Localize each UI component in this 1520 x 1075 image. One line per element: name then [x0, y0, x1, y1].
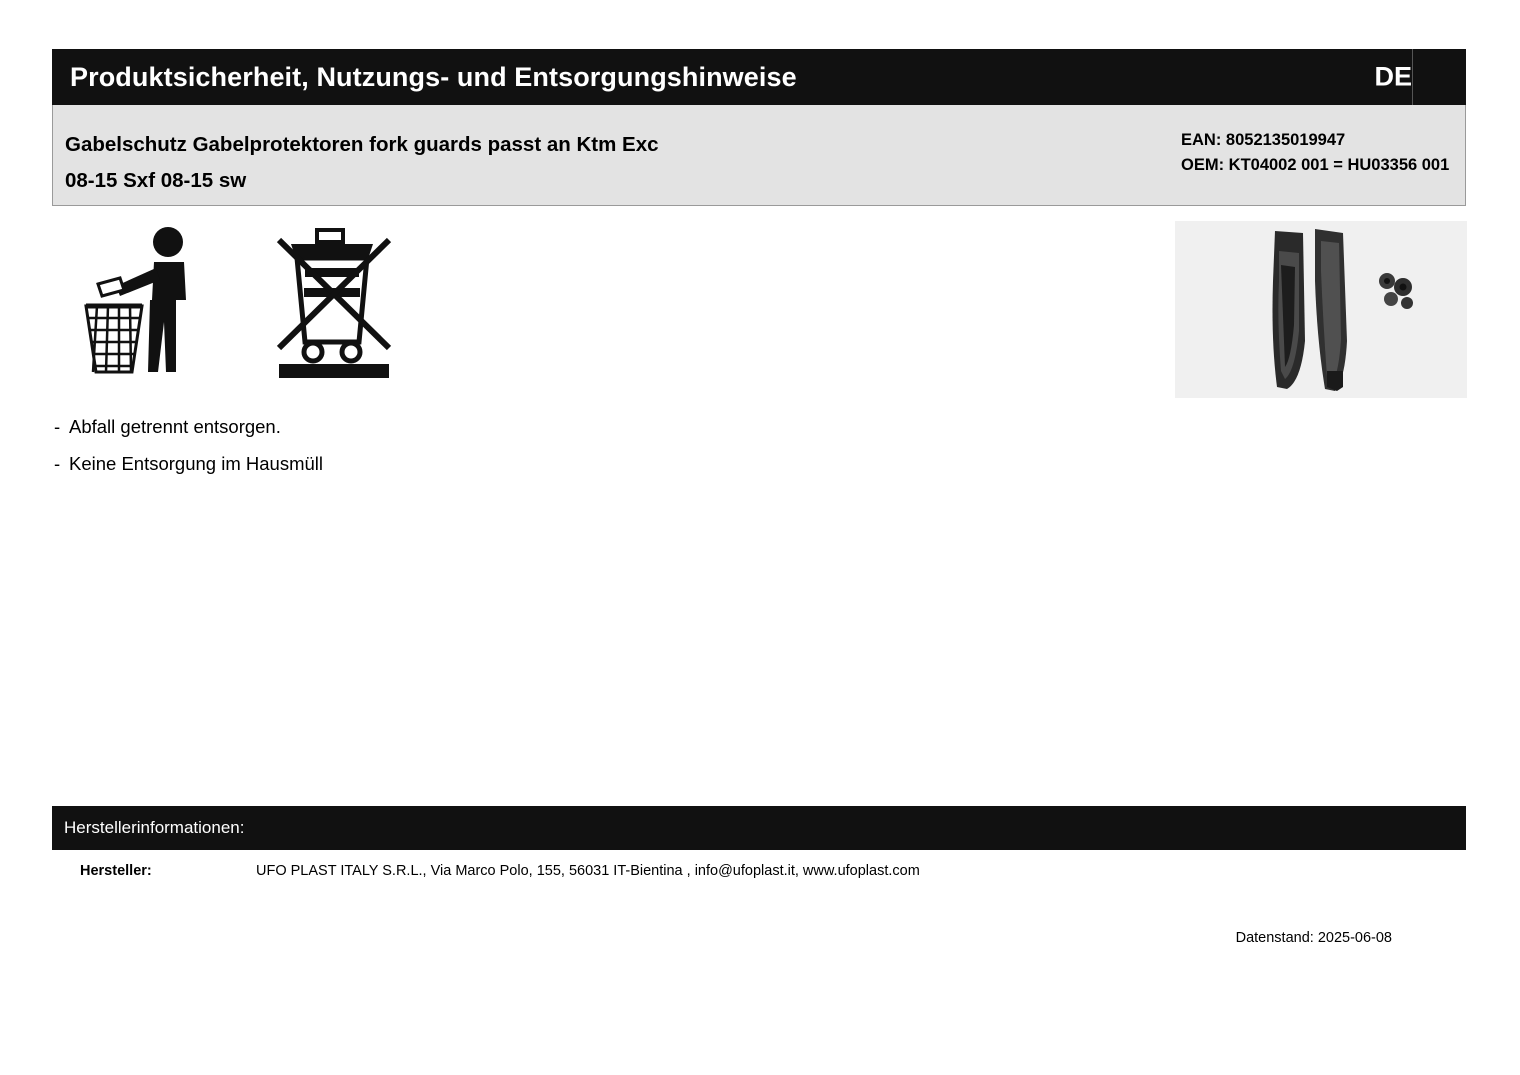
manufacturer-value: UFO PLAST ITALY S.R.L., Via Marco Polo, 155, 56031 IT-Bientina , info@ufoplast.it, www.ufoplast.com — [256, 863, 920, 879]
pictogram-row — [80, 222, 680, 402]
manufacturer-band — [52, 806, 1466, 850]
product-info-band — [52, 105, 1466, 206]
datestamp: Datenstand: 2025-06-08 — [1235, 930, 1392, 946]
page-title: Produktsicherheit, Nutzungs- und Entsorgungshinweise — [70, 61, 797, 92]
ean-code: EAN: 8052135019947 — [1181, 131, 1346, 149]
bullet-dash: - — [54, 453, 61, 474]
list-item — [54, 445, 854, 482]
oem-code: OEM: KT04002 001 = HU03356 001 — [1181, 156, 1450, 174]
product-name — [65, 127, 1065, 199]
litter-bin-icon — [80, 222, 220, 382]
product-photo — [1175, 221, 1467, 398]
list-item — [54, 408, 854, 445]
manufacturer-key: Hersteller: — [80, 863, 152, 879]
disposal-notes — [54, 408, 854, 482]
bullet-dash: - — [54, 416, 61, 437]
note-text: Abfall getrennt entsorgen. — [69, 416, 281, 437]
manufacturer-band-label: Herstellerinformationen: — [64, 818, 245, 837]
manufacturer-row — [52, 858, 1466, 888]
weee-crossed-bin-icon — [273, 222, 401, 382]
note-text: Keine Entsorgung im Hausmüll — [69, 453, 323, 474]
product-name-line-2: 08-15 Sxf 08-15 sw — [65, 169, 247, 192]
header-bar — [52, 49, 1466, 105]
product-name-line-1: Gabelschutz Gabelprotektoren fork guards passt an Ktm Exc — [65, 133, 659, 156]
header-divider — [1412, 49, 1413, 105]
product-codes — [1181, 128, 1449, 178]
language-code: DE — [1374, 61, 1412, 92]
